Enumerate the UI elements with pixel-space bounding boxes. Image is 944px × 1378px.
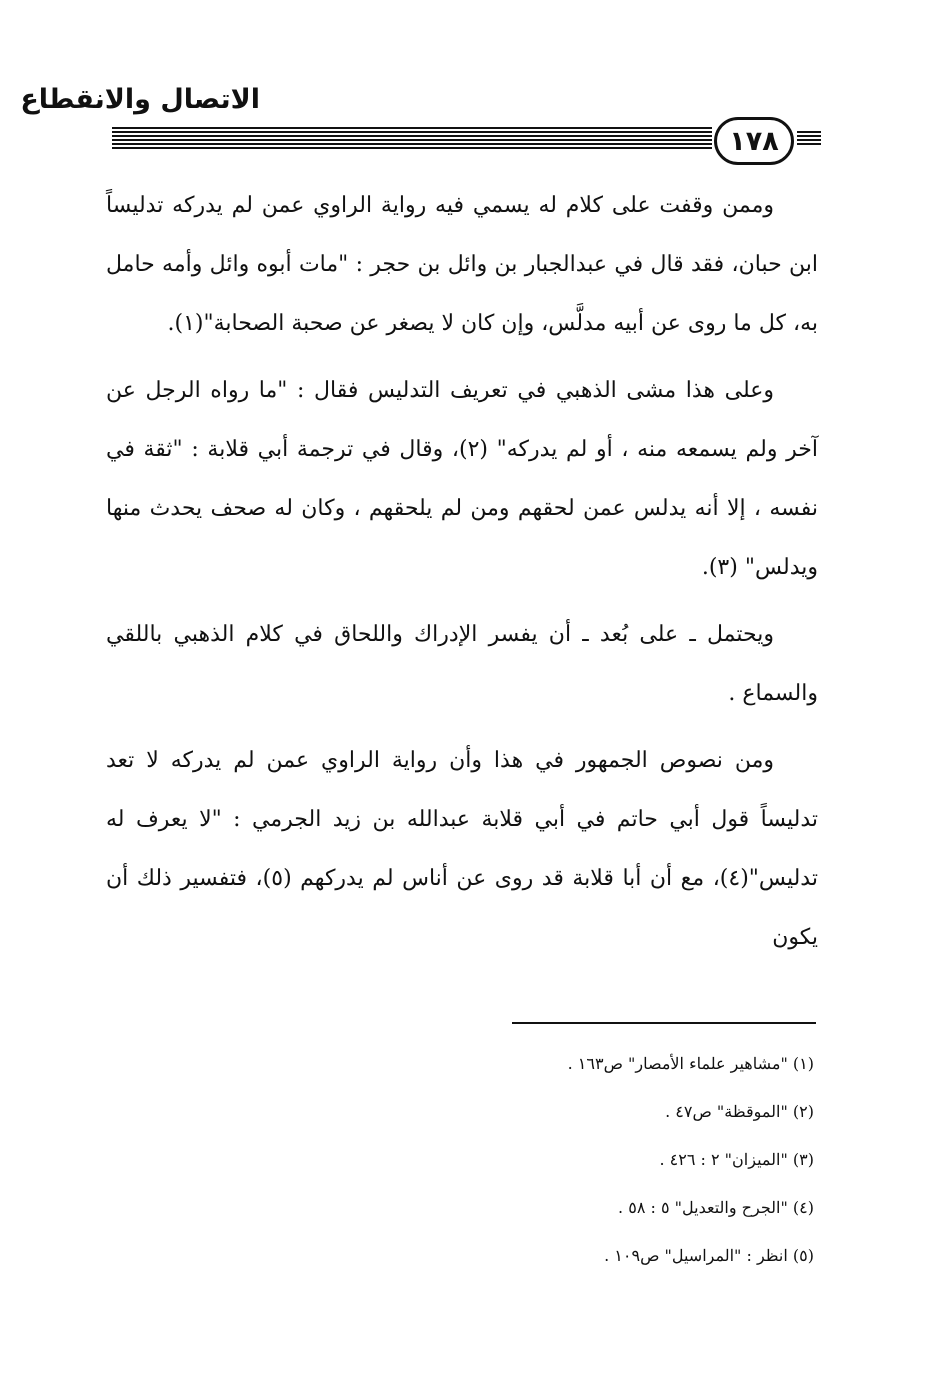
main-text <box>106 176 818 975</box>
footnote: (١) "مشاهير علماء الأمصار" ص١٦٣ . <box>567 1054 814 1073</box>
footnote: (٥) انظر : "المراسيل" ص١٠٩ . <box>604 1246 814 1265</box>
footnote: (٣) "الميزان" ٢ : ٤٢٦ . <box>659 1150 814 1169</box>
running-title: الاتصال والانقطاع <box>20 84 260 115</box>
header-rule-short <box>797 131 821 145</box>
footnotes <box>400 1040 814 1280</box>
page-header <box>0 0 944 170</box>
footnote-separator <box>512 1022 816 1024</box>
paragraph: وعلى هذا مشى الذهبي في تعريف التدليس فقال : "ما رواه الرجل عن آخر ولم يسمعه منه ، أو لم يدركه" (٢)، وقال في ترجمة أبي قلابة : "ثقة في نفسه ، إلا أنه يدلس عمن لحقهم ومن لم يلحقهم ، وكان له صحف يحدث منها ويدلس" (٣). <box>106 378 818 580</box>
paragraph: وممن وقفت على كلام له يسمي فيه رواية الراوي عمن لم يدركه تدليساً ابن حبان، فقد قال في عبدالجبار بن وائل بن حجر : "مات أبوه وائل وأمه حامل به، كل ما روى عن أبيه مدلَّس، وإن كان لا يصغر عن صحبة الصحابة"(١). <box>106 193 818 336</box>
paragraph: ومن نصوص الجمهور في هذا وأن رواية الراوي عمن لم يدركه لا تعد تدليساً قول أبي حاتم في أبي قلابة عبدالله بن زيد الجرمي : "لا يعرف له تدليس"(٤)، مع أن أبا قلابة قد روى عن أناس لم يدركهم (٥)، فتفسير ذلك أن يكون <box>106 748 818 950</box>
paragraph: ويحتمل ـ على بُعد ـ أن يفسر الإدراك واللحاق في كلام الذهبي باللقي والسماع . <box>106 622 818 706</box>
header-rule <box>112 127 712 149</box>
page-number-badge: ١٧٨ <box>714 117 794 165</box>
footnote: (٢) "الموقظة" ص٤٧ . <box>665 1102 814 1121</box>
footnote: (٤) "الجرح والتعديل" ٥ : ٥٨ . <box>618 1198 814 1217</box>
